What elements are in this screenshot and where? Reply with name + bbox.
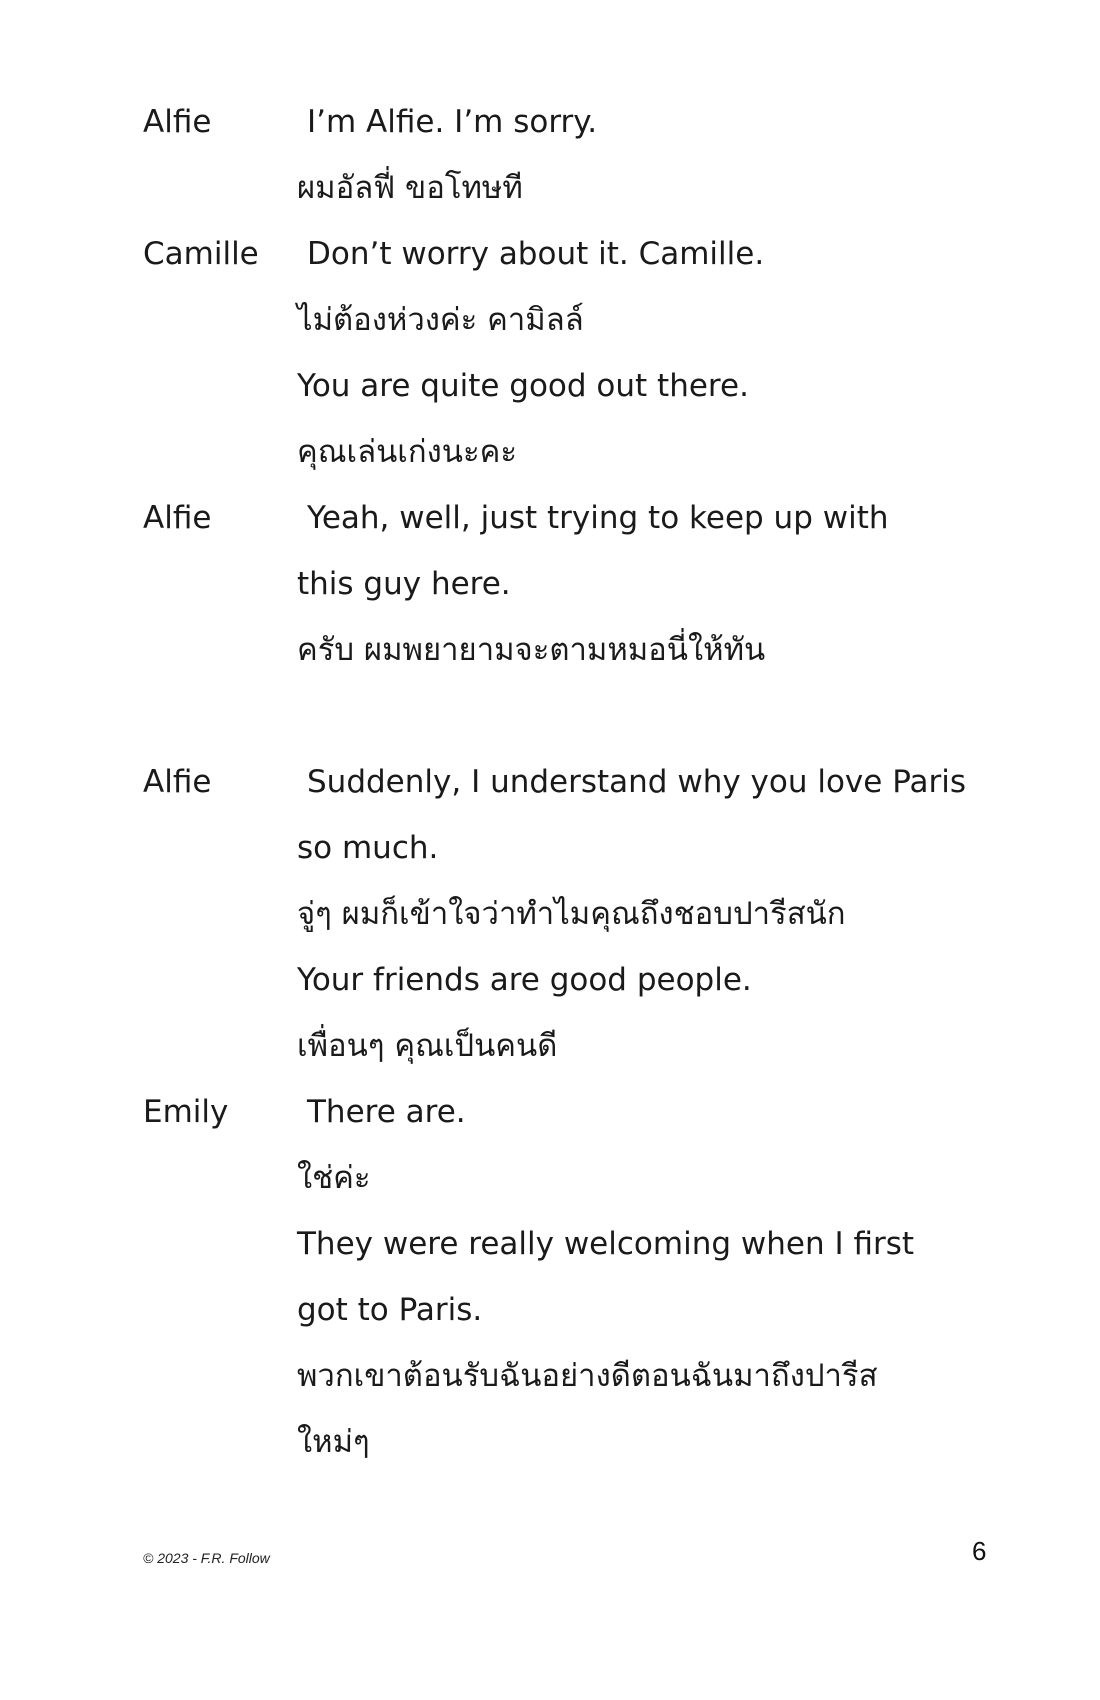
dialogue-line: Don’t worry about it. Camille. (307, 236, 765, 272)
dialogue-line-thai: จู่ๆ ผมก็เข้าใจว่าทำไมคุณถึงชอบปารีสนัก (297, 896, 846, 932)
dialogue-line: You are quite good out there. (297, 368, 749, 404)
dialogue-line: I’m Alfie. I’m sorry. (307, 104, 598, 140)
dialogue-line-thai: คุณเล่นเก่งนะคะ (297, 434, 518, 470)
speaker-name: Camille (143, 236, 259, 272)
dialogue-line-thai: ครับ ผมพยายามจะตามหมอนี่ให้ทัน (297, 632, 766, 668)
dialogue-line: Your friends are good people. (297, 962, 752, 998)
dialogue-line-thai: ใช่ค่ะ (297, 1160, 371, 1196)
copyright-notice: © 2023 - F.R. Follow (143, 1550, 270, 1566)
dialogue-line-thai: เพื่อนๆ คุณเป็นคนดี (297, 1028, 558, 1064)
dialogue-line: Yeah, well, just trying to keep up with (307, 500, 889, 536)
dialogue-line: got to Paris. (297, 1292, 483, 1328)
dialogue-line: Suddenly, I understand why you love Paris (307, 764, 967, 800)
dialogue-line: so much. (297, 830, 439, 866)
page-number: 6 (972, 1536, 987, 1566)
dialogue-line-thai: พวกเขาต้อนรับฉันอย่างดีตอนฉันมาถึงปารีส (297, 1358, 878, 1394)
dialogue-line: They were really welcoming when I first (297, 1226, 915, 1262)
speaker-name: Alfie (143, 500, 212, 536)
dialogue-line-thai: ผมอัลฟี่ ขอโทษที (297, 170, 523, 206)
speaker-name: Alfie (143, 764, 212, 800)
dialogue-line-thai: ไม่ต้องห่วงค่ะ คามิลล์ (297, 302, 584, 338)
dialogue-line-thai: ใหม่ๆ (297, 1424, 370, 1460)
dialogue-line: this guy here. (297, 566, 511, 602)
speaker-name: Alfie (143, 104, 212, 140)
dialogue-line: There are. (307, 1094, 466, 1130)
speaker-name: Emily (143, 1094, 229, 1130)
